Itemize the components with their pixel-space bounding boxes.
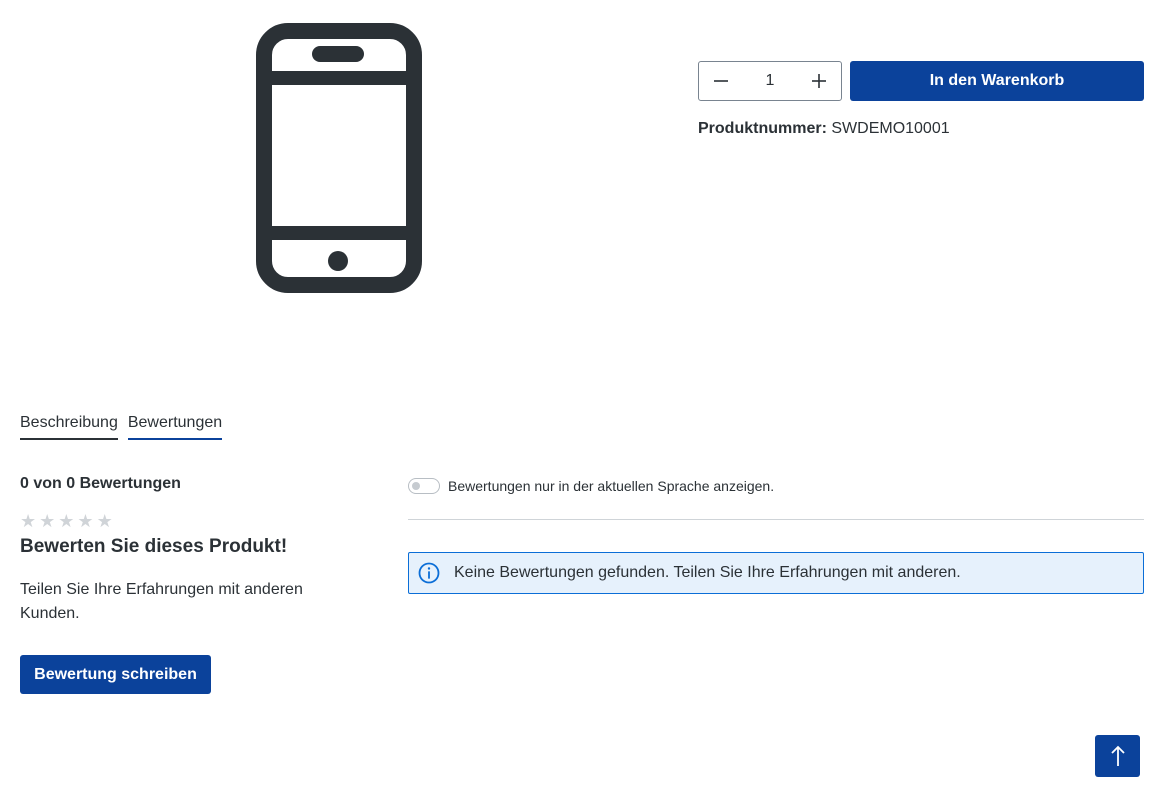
star-icon: ★ bbox=[96, 511, 113, 531]
quantity-decrease-button[interactable] bbox=[699, 62, 743, 100]
product-image bbox=[256, 23, 422, 293]
smartphone-icon bbox=[256, 23, 422, 293]
no-reviews-alert bbox=[408, 552, 1144, 594]
tab-description[interactable]: Beschreibung bbox=[20, 414, 118, 440]
language-filter-toggle[interactable] bbox=[408, 478, 440, 494]
quantity-stepper bbox=[698, 61, 842, 101]
plus-icon bbox=[811, 73, 827, 89]
scroll-to-top-button[interactable] bbox=[1095, 735, 1140, 777]
product-number-label: Produktnummer: bbox=[698, 120, 827, 137]
write-review-button[interactable]: Bewertung schreiben bbox=[20, 655, 211, 694]
quantity-increase-button[interactable] bbox=[797, 62, 841, 100]
arrow-up-icon bbox=[1110, 745, 1126, 767]
divider bbox=[408, 519, 1144, 520]
star-icon: ★ bbox=[58, 511, 75, 531]
star-icon: ★ bbox=[20, 511, 37, 531]
add-to-cart-button[interactable]: In den Warenkorb bbox=[850, 61, 1144, 101]
product-tabs bbox=[20, 414, 222, 440]
star-icon: ★ bbox=[77, 511, 94, 531]
star-icon: ★ bbox=[39, 511, 56, 531]
language-filter-label: Bewertungen nur in der aktuellen Sprache anzeigen. bbox=[448, 478, 775, 494]
rating-stars bbox=[20, 512, 113, 530]
quantity-input[interactable]: 1 bbox=[765, 72, 775, 89]
product-number bbox=[698, 120, 950, 138]
minus-icon bbox=[713, 73, 729, 89]
no-reviews-message: Keine Bewertungen gefunden. Teilen Sie Ihre Erfahrungen mit anderen. bbox=[454, 564, 961, 581]
tab-reviews[interactable]: Bewertungen bbox=[128, 414, 222, 440]
toggle-knob bbox=[412, 482, 420, 490]
rate-product-text: Teilen Sie Ihre Erfahrungen mit anderen Kunden. bbox=[20, 581, 303, 622]
review-summary: 0 von 0 Bewertungen bbox=[20, 475, 181, 492]
product-number-value: SWDEMO10001 bbox=[831, 120, 950, 137]
info-icon bbox=[418, 562, 440, 584]
rate-product-heading: Bewerten Sie dieses Produkt! bbox=[20, 536, 288, 557]
